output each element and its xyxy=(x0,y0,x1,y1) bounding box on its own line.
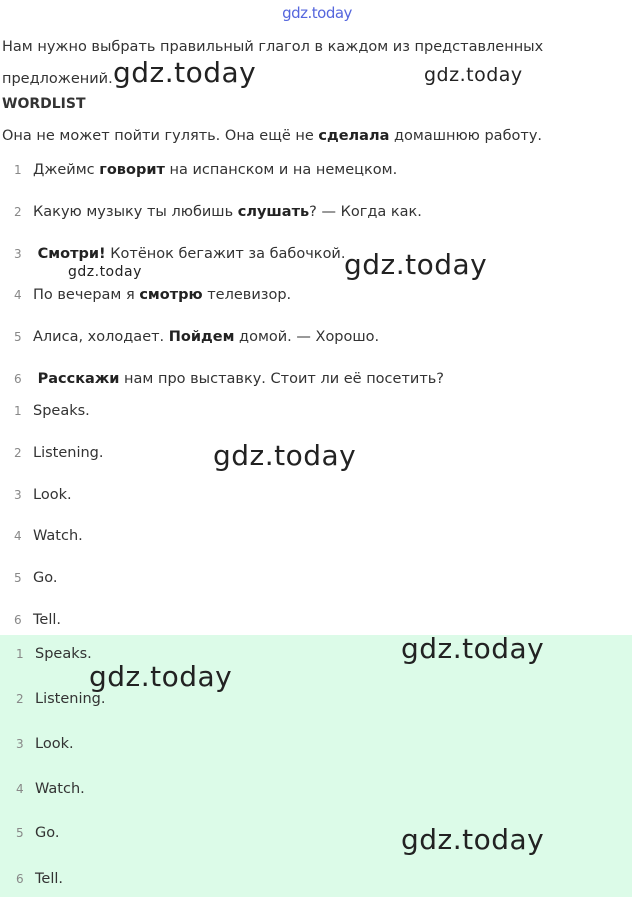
answer-item xyxy=(14,570,57,592)
item-number: 1 xyxy=(14,163,22,177)
item-number: 2 xyxy=(14,446,22,460)
answer-text: Speaks. xyxy=(35,646,92,662)
example-verb: сделала xyxy=(318,128,390,144)
answer-text: Listening. xyxy=(33,445,104,461)
highlighted-answer-item xyxy=(16,691,106,713)
answer-item xyxy=(14,487,72,509)
sentence-verb: слушать xyxy=(237,204,310,220)
item-number: 6 xyxy=(14,613,22,627)
highlighted-answer-item xyxy=(16,736,74,758)
sentence-item xyxy=(14,371,444,393)
item-number: 2 xyxy=(14,205,22,219)
sentence-text: По вечерам я xyxy=(33,287,140,303)
example-text-before: Она не может пойти гулять. Она ещё не xyxy=(2,128,319,144)
sentence-text: Джеймс xyxy=(33,162,100,178)
watermark: gdz.today xyxy=(344,248,488,281)
sentence-item xyxy=(14,162,397,184)
answer-item xyxy=(14,612,61,634)
example-sentence xyxy=(2,128,542,144)
watermark: gdz.today xyxy=(113,56,257,89)
highlighted-answer-item xyxy=(16,825,59,847)
item-number: 3 xyxy=(14,247,22,261)
sentence-text: Котёнок бегажит за бабочкой. xyxy=(105,246,346,262)
watermark: gdz.today xyxy=(89,660,233,693)
sentence-item xyxy=(14,329,379,351)
sentence-verb: Расскажи xyxy=(37,371,120,387)
answer-text: Tell. xyxy=(33,612,61,628)
answer-item xyxy=(14,403,90,425)
sentence-verb: Смотри! xyxy=(37,246,106,262)
item-number: 6 xyxy=(14,372,22,386)
highlighted-answer-item xyxy=(16,781,85,803)
item-number: 5 xyxy=(16,826,24,840)
sentence-text: Какую музыку ты любишь xyxy=(33,204,238,220)
item-number: 4 xyxy=(14,529,22,543)
answer-text: Look. xyxy=(33,487,72,503)
sentence-item xyxy=(14,246,345,268)
item-number: 2 xyxy=(16,692,24,706)
task-instruction: Нам нужно выбрать правильный глагол в каждом из представленных предложений. xyxy=(2,39,544,87)
sentence-verb: смотрю xyxy=(139,287,203,303)
sentence-text: на испанском и на немецком. xyxy=(164,162,398,178)
answer-text: Listening. xyxy=(35,691,106,707)
watermark: gdz.today xyxy=(213,439,357,472)
sentence-item xyxy=(14,204,422,226)
answer-text: Speaks. xyxy=(33,403,90,419)
sentence-verb: Пойдем xyxy=(168,329,235,345)
sentence-text: телевизор. xyxy=(202,287,292,303)
answer-item xyxy=(14,528,83,550)
item-number: 1 xyxy=(16,647,24,661)
item-number: 5 xyxy=(14,571,22,585)
item-number: 3 xyxy=(16,737,24,751)
item-number: 1 xyxy=(14,404,22,418)
site-link[interactable]: gdz.today xyxy=(282,4,352,22)
answer-item xyxy=(14,445,104,467)
sentence-text: домой. — Хорошо. xyxy=(234,329,380,345)
answer-text: Go. xyxy=(35,825,60,841)
item-number: 3 xyxy=(14,488,22,502)
answer-text: Look. xyxy=(35,736,74,752)
answer-text: Tell. xyxy=(35,871,63,887)
watermark: gdz.today xyxy=(401,823,545,856)
sentence-item xyxy=(14,287,291,309)
answer-text: Watch. xyxy=(35,781,85,797)
sentence-text: Алиса, холодает. xyxy=(33,329,169,345)
watermark: gdz.today xyxy=(401,632,545,665)
highlighted-answer-item xyxy=(16,646,92,668)
highlighted-answer-item xyxy=(16,871,63,893)
answer-text: Go. xyxy=(33,570,58,586)
sentence-verb: говорит xyxy=(99,162,165,178)
sentence-text: нам про выставку. Стоит ли её посетить? xyxy=(119,371,445,387)
item-number: 6 xyxy=(16,872,24,886)
example-text-after: домашнюю работу. xyxy=(389,128,543,144)
watermark: gdz.today xyxy=(68,264,142,280)
answer-text: Watch. xyxy=(33,528,83,544)
sentence-text: ? — Когда как. xyxy=(309,204,422,220)
item-number: 4 xyxy=(14,288,22,302)
item-number: 4 xyxy=(16,782,24,796)
wordlist-heading: WORDLIST xyxy=(2,96,86,112)
item-number: 5 xyxy=(14,330,22,344)
watermark: gdz.today xyxy=(424,64,523,86)
